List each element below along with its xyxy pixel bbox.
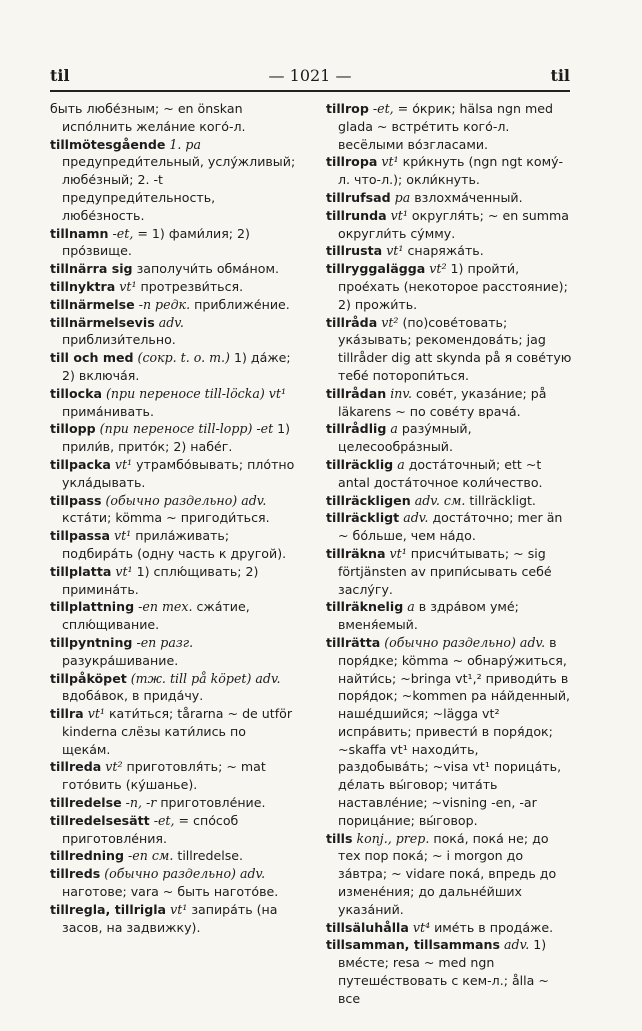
entry-text: приготовля́ть; ~ mat гото́вить (ку́шанье). (62, 759, 266, 793)
entry-grammar: vt² (105, 759, 123, 775)
entry-text: 1) прили́в, прито́к; 2) набе́г. (62, 421, 291, 455)
entry-grammar: (тж. till på köpet) adv. (130, 670, 281, 686)
entry-grammar: adv. (158, 314, 184, 330)
header-rule (50, 90, 570, 92)
entry-grammar: -et, = (372, 101, 409, 116)
entry-headword: tillräckligt (326, 510, 400, 526)
entry-grammar: a (397, 456, 405, 472)
entry-headword: tillnyktra (50, 278, 116, 294)
dictionary-entry (50, 794, 296, 812)
entry-grammar: (обычно раздельно) adv. (384, 634, 546, 650)
entry-grammar: adv. (504, 937, 530, 953)
entry-grammar: vt¹ (114, 528, 132, 544)
dictionary-entry (50, 812, 296, 848)
entry-headword: tillnärmelse (50, 296, 135, 312)
dictionary-entry (326, 598, 572, 634)
entry-text: снаряжа́ть. (407, 243, 484, 259)
dictionary-entry (50, 314, 296, 350)
entry-headword: tillräknelig (326, 599, 404, 615)
left-column (50, 100, 296, 936)
entry-text: прима́нивать. (62, 403, 154, 419)
entry-text: протрезви́ться. (140, 278, 244, 294)
dictionary-entry (326, 830, 572, 919)
entry-text: наготове; vara ~ быть нагото́ве. (62, 884, 279, 900)
dictionary-entry (326, 260, 572, 313)
dictionary-entry (50, 260, 296, 278)
entry-grammar: vt¹ (119, 278, 137, 294)
entry-text: доста́точно; mer än ~ бо́льше, чем на́до. (338, 510, 563, 544)
entry-grammar: (сокр. t. o. m.) (137, 350, 230, 366)
entry-text: спо́соб приготовле́ния. (62, 812, 239, 846)
entry-text: 1) фами́лия; 2) про́звище. (62, 225, 250, 259)
entry-headword: tillrufsad (326, 189, 391, 205)
entry-grammar: vt¹ (389, 545, 407, 561)
entry-grammar: -n, -r (125, 795, 157, 811)
entry-headword: tillnärmelsevis (50, 314, 155, 330)
entry-headword: tillopp (50, 421, 96, 437)
entry-text: приближе́ние. (194, 296, 290, 312)
dictionary-entry (326, 100, 572, 153)
entry-grammar: a (407, 599, 415, 615)
entry-headword: tillrusta (326, 243, 383, 259)
dictionary-entry (50, 705, 296, 758)
entry-headword: tillpassa (50, 528, 110, 544)
entry-text: име́ть в прода́же. (434, 919, 554, 935)
entry-headword: till och med (50, 350, 134, 366)
entry-grammar: -et, = (112, 225, 148, 241)
entry-headword: tillräkna (326, 545, 386, 561)
dictionary-entry (326, 936, 572, 1007)
dictionary-entry (50, 527, 296, 563)
entry-headword: tillsäluhålla (326, 919, 409, 935)
entry-text: tillräckligt. (469, 492, 536, 508)
entry-grammar: vt² (381, 314, 399, 330)
entry-grammar: -n редк. (138, 296, 191, 312)
entry-text: tillredelse. (177, 848, 244, 864)
dictionary-entry (326, 545, 572, 598)
dictionary-entry (50, 420, 296, 456)
entry-grammar: vt¹ (114, 456, 133, 472)
page-number: — 1021 — (268, 66, 352, 85)
entry-headword: tillpyntning (50, 634, 133, 650)
entry-text: 1) вме́сте; resa ~ med ngn путеше́ствовать с кем-л.; ålla ~ все (338, 937, 549, 1006)
entry-text: вдоба́вок, в прида́чу. (62, 688, 204, 704)
entry-grammar: a (390, 421, 398, 437)
entry-grammar: -en см. (128, 848, 174, 864)
entry-headword: tillpass (50, 492, 102, 508)
dictionary-entry (50, 385, 296, 421)
dictionary-entry (50, 296, 296, 314)
entry-headword: tillnamn (50, 225, 109, 241)
entry-text: о́крик; hälsa ngn med glada ~ встре́тить кого́-л. весёлыми во́згласами. (338, 101, 554, 152)
dictionary-entry (50, 598, 296, 634)
running-head-right: til (550, 66, 570, 85)
entry-grammar: vt⁴ (412, 919, 431, 935)
entry-headword: tillplattning (50, 599, 135, 615)
entry-text: предупреди́тельный, услу́жливый; любе́зный; 2. -t предупреди́тельность, любе́зность. (62, 154, 296, 223)
entry-headword: tillra (50, 706, 84, 722)
entry-grammar: vt¹ (386, 243, 404, 259)
entry-text: прила́живать; подбира́ть (одну часть к другой). (62, 528, 287, 561)
entry-headword: tillrådlig (326, 421, 387, 437)
entry-grammar: konj., prep. (356, 830, 430, 846)
dictionary-entry (326, 456, 572, 492)
dictionary-entry (326, 919, 572, 937)
dictionary-entry (326, 492, 572, 510)
entry-headword: tillrådan (326, 385, 387, 401)
entry-text: доста́точный; ett ~t antal доста́точное коли́чество. (338, 456, 543, 490)
entry-grammar: (обычно раздельно) adv. (105, 492, 267, 508)
entry-grammar: -en тех. (138, 599, 193, 615)
dictionary-entry (50, 563, 296, 599)
entry-grammar: adv. (403, 510, 429, 526)
dictionary-entry (326, 634, 572, 830)
entry-headword: tillrunda (326, 207, 387, 223)
dictionary-entry (326, 385, 572, 421)
entry-headword: tillnärra sig (50, 261, 133, 277)
entry-headword: tillplatta (50, 563, 112, 579)
entry-grammar: 1. pa (169, 136, 201, 152)
entry-headword: tillredelsesätt (50, 812, 150, 828)
right-column (326, 100, 572, 1008)
dictionary-entry (326, 314, 572, 385)
entry-headword: tills (326, 830, 353, 846)
dictionary-entry (326, 153, 572, 189)
entry-text: приблизи́тельно. (62, 332, 176, 348)
entry-grammar: vt¹ (381, 154, 399, 170)
dictionary-entry (50, 634, 296, 670)
dictionary-entry (326, 420, 572, 456)
entry-text: кати́ться; tårarna ~ de utför kinderna слёзы кати́лись по щека́м. (62, 706, 293, 757)
dictionary-entry (50, 456, 296, 492)
dictionary-entry (50, 901, 296, 937)
entry-grammar: vt¹ (115, 563, 133, 579)
dictionary-entry (50, 865, 296, 901)
entry-grammar: vt¹ (170, 901, 188, 917)
entry-text: (по)сове́товать; ука́зывать; рекомендова́ть; jag tillråder dig att skynda på я сове́тую тебе́ поторопи́ться. (338, 314, 572, 383)
entry-grammar: (при переносе till-löcka) vt¹ (105, 385, 286, 401)
dictionary-entry (50, 847, 296, 865)
entry-text: разу́мный, целесообра́зный. (338, 421, 472, 455)
entry-text: быть любе́зным; ~ en önskan испо́лнить жела́ние кого́-л. (50, 101, 246, 134)
entry-grammar: vt¹ (87, 706, 105, 722)
entry-headword: tillråda (326, 314, 378, 330)
dictionary-entry (50, 278, 296, 296)
entry-text: утрамбо́вывать; пло́тно укла́дывать. (62, 456, 295, 490)
entry-grammar: -et, = (153, 812, 190, 828)
dictionary-entry (326, 189, 572, 207)
entry-headword: tillrätta (326, 634, 381, 650)
dictionary-entry (326, 207, 572, 243)
entry-grammar: vt² (429, 261, 447, 277)
entry-headword: tillpåköpet (50, 670, 127, 686)
entry-text: сжа́тие, сплю́щивание. (62, 599, 250, 633)
entry-headword: tillräcklig (326, 456, 394, 472)
entry-text: кста́ти; kömma ~ пригоди́ться. (62, 510, 270, 526)
entry-headword: tillredelse (50, 795, 122, 811)
dictionary-entry (50, 225, 296, 261)
entry-headword: tillsamman, tillsammans (326, 937, 501, 953)
entry-text: 1) да́же; 2) включа́я. (62, 350, 291, 383)
entry-grammar: vt¹ (390, 207, 408, 223)
running-head-left: til (50, 66, 70, 85)
dictionary-entry (50, 758, 296, 794)
entry-headword: tillryggalägga (326, 261, 426, 277)
entry-text: заполучи́ть обма́ном. (136, 261, 279, 277)
entry-headword: tillregla, tillrigla (50, 901, 167, 917)
entry-text: взлохма́ченный. (414, 189, 523, 205)
entry-headword: tillocka (50, 385, 102, 401)
dictionary-entry (50, 492, 296, 528)
entry-headword: tillräckligen (326, 492, 411, 508)
entry-text: приготовле́ние. (160, 795, 266, 811)
entry-text: 1) пройти́, прое́хать (некоторое расстояние); 2) прожи́ть. (338, 261, 568, 312)
entry-headword: tillpacka (50, 456, 111, 472)
entry-text: округля́ть; ~ en summa округли́ть су́мму. (338, 207, 569, 241)
entry-text: кри́кнуть (ngn ngt кому́-л. что-л.); окли́кнуть. (338, 154, 564, 188)
entry-text: присчи́тывать; ~ sig förtjänsten av припи́сывать себе́ заслу́гу. (338, 545, 552, 597)
dictionary-entry (50, 670, 296, 706)
entry-grammar: inv. (390, 385, 412, 401)
entry-text: 1) сплю́щивать; 2) примина́ть. (62, 563, 259, 597)
entry-text: запира́ть (на засов, на задвижку). (62, 901, 278, 935)
entry-headword: tillmötesgående (50, 136, 166, 152)
dictionary-entry (326, 509, 572, 545)
dictionary-entry (50, 100, 296, 136)
dictionary-entry (50, 349, 296, 385)
entry-headword: tillropa (326, 154, 378, 170)
dictionary-entry (50, 136, 296, 225)
entry-grammar: pa (394, 189, 411, 205)
entry-text: в здра́вом уме́; вменя́емый. (338, 599, 519, 633)
dictionary-entry (326, 242, 572, 260)
page-header (50, 66, 570, 88)
entry-grammar: (обычно раздельно) adv. (104, 866, 266, 882)
entry-grammar: -en разг. (136, 634, 194, 650)
entry-text: пока́, пока́ не; до тех пор пока́; ~ i morgon до за́втра; ~ vidare пока́, впредь до измене́ния; до дальне́йших указа́ний. (338, 830, 557, 917)
entry-text: в поря́дке; kömma ~ обнару́житься, найти́сь; ~bringa vt¹,² приводи́ть в поря́док; ~kommen pa на́йденный, наше́дшийся; ~lägga vt² испра́вить; привести́ в поря́док; ~skaffa vt¹ находи́ть, раздобыва́ть; ~visa vt¹ порица́ть, де́лать вы́говор; чита́ть наставле́ние; ~visning -en, -ar порица́ние; вы́говор. (338, 634, 571, 828)
entry-text: сове́т, указа́ние; på läkarens ~ по сове́ту врача́. (338, 385, 547, 419)
entry-headword: tillreda (50, 759, 102, 775)
entry-headword: tillredning (50, 848, 125, 864)
entry-headword: tillrop (326, 101, 369, 116)
entry-text: разукра́шивание. (62, 652, 179, 668)
entry-headword: tillreds (50, 866, 101, 882)
entry-grammar: adv. см. (414, 492, 466, 508)
entry-grammar: (при переносе till-lopp) -et (99, 421, 274, 437)
